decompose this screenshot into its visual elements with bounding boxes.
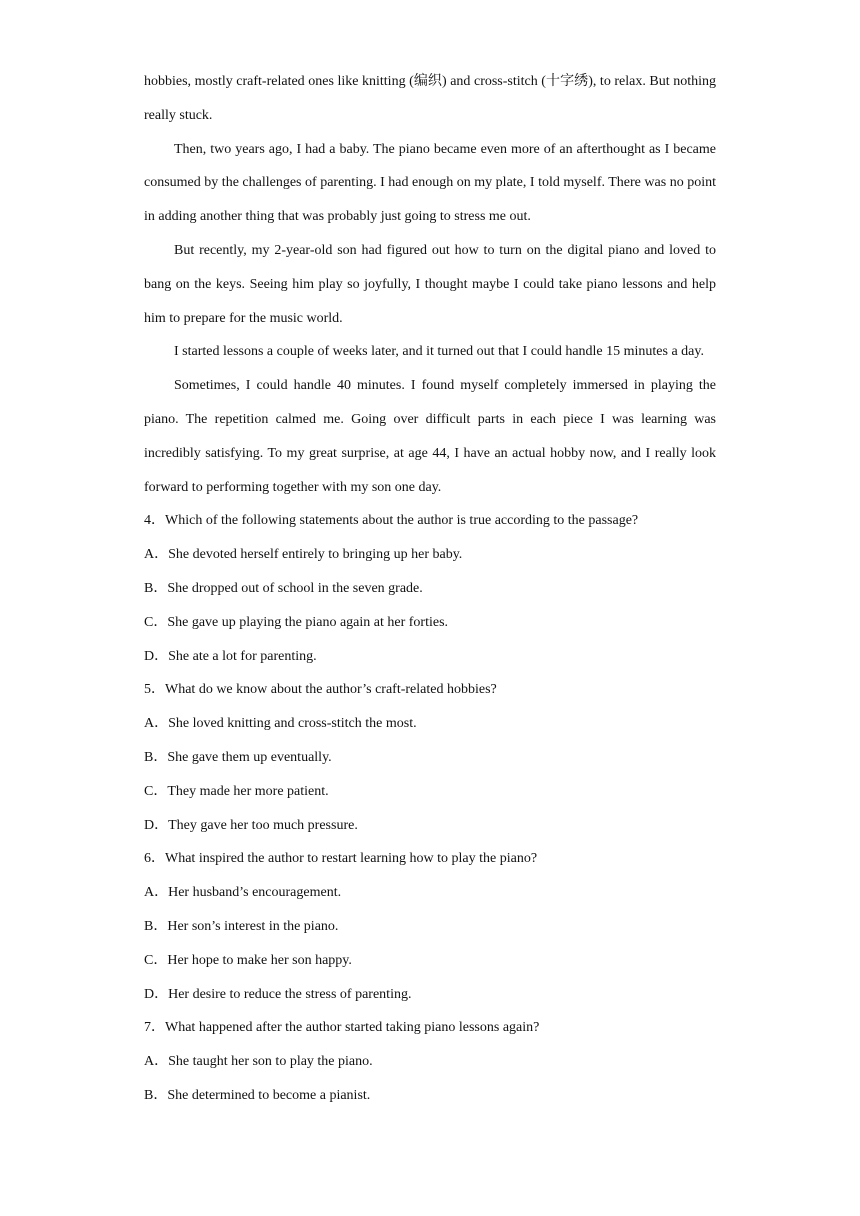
option-b: B．She dropped out of school in the seven grade. [144, 580, 423, 596]
question-5 [144, 673, 716, 842]
passage-paragraph-4: I started lessons a couple of weeks later, and it turned out that I could handle 15 minutes a day. [174, 344, 704, 360]
passage-paragraph-2: Then, two years ago, I had a baby. The piano became even more of an afterthought as I became consumed by the challenges of parenting. I had enough on my plate, I told myself. There was no point in adding another thing that was probably just going to stress me out. [144, 141, 716, 225]
question-stem: 5．What do we know about the author’s craft-related hobbies? [144, 682, 497, 698]
option-a: A．She loved knitting and cross-stitch the most. [144, 716, 417, 732]
option-d: D．They gave her too much pressure. [144, 817, 358, 833]
question-stem: 6．What inspired the author to restart learning how to play the piano? [144, 851, 538, 867]
option-c: C．She gave up playing the piano again at her forties. [144, 614, 449, 630]
option-b: B．She determined to become a pianist. [144, 1087, 371, 1103]
option-a: A．She taught her son to play the piano. [144, 1054, 373, 1070]
option-c: C．Her hope to make her son happy. [144, 952, 352, 968]
option-c: C．They made her more patient. [144, 783, 329, 799]
question-7 [144, 1011, 716, 1112]
option-d: D．She ate a lot for parenting. [144, 648, 317, 664]
option-a: A．She devoted herself entirely to bringing up her baby. [144, 547, 463, 563]
passage-paragraph-5: Sometimes, I could handle 40 minutes. I found myself completely immersed in playing the piano. The repetition calmed me. Going over difficult parts in each piece I was learning was incredibly satisfying. To my great surprise, at age 44, I have an actual hobby now, and I really look forward to performing together with my son one day. [144, 378, 716, 495]
option-b: B．Her son’s interest in the piano. [144, 918, 339, 934]
passage-paragraph-1: hobbies, mostly craft-related ones like knitting (编织) and cross-stitch (十字绣), to relax. But nothing really stuck. [144, 74, 716, 123]
question-6 [144, 842, 716, 1011]
option-b: B．She gave them up eventually. [144, 749, 332, 765]
option-d: D．Her desire to reduce the stress of parenting. [144, 986, 412, 1002]
document-page [144, 65, 716, 1113]
passage-paragraph-3: But recently, my 2-year-old son had figured out how to turn on the digital piano and loved to bang on the keys. Seeing him play so joyfully, I thought maybe I could take piano lessons and help him to prepare for the music world. [144, 242, 716, 326]
question-4 [144, 504, 716, 673]
option-a: A．Her husband’s encouragement. [144, 885, 342, 901]
question-stem: 4．Which of the following statements about the author is true according to the passage? [144, 513, 639, 529]
question-stem: 7．What happened after the author started taking piano lessons again? [144, 1020, 540, 1036]
